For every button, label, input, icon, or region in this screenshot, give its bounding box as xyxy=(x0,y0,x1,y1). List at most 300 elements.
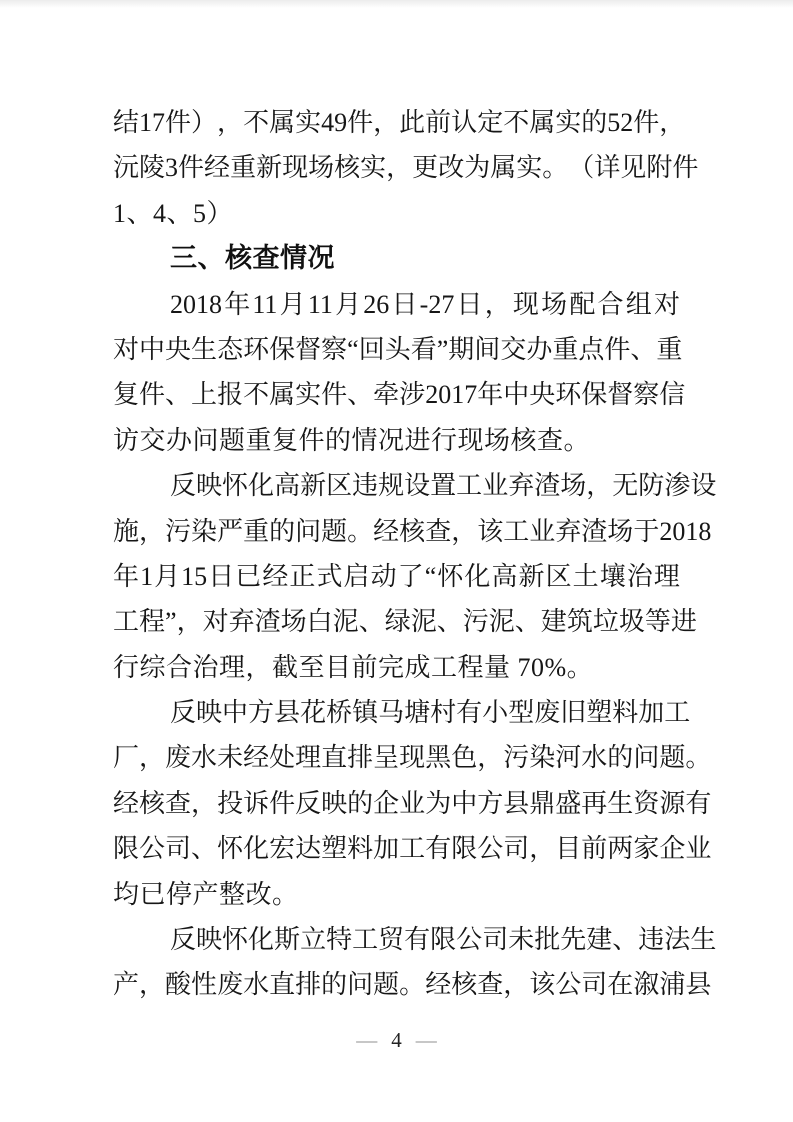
text-token: 察 xyxy=(633,380,660,410)
text-token: 工 xyxy=(352,925,379,955)
text-line xyxy=(113,599,697,644)
text-token: 立 xyxy=(300,925,327,955)
text-token: 26 xyxy=(363,289,390,319)
text-token: 对 xyxy=(113,334,140,364)
text-token: 该 xyxy=(529,970,556,1000)
text-token: 年 xyxy=(113,561,140,591)
text-token: 映 xyxy=(196,471,223,501)
text-token: 件 xyxy=(604,334,631,364)
text-token: 水 xyxy=(191,743,218,773)
text-token: 实 xyxy=(555,108,582,137)
text-token: 限 xyxy=(451,834,478,864)
text-token: 中 xyxy=(451,788,478,818)
text-token: 业 xyxy=(685,834,712,864)
text-token: 问 xyxy=(633,743,660,773)
text-token: 经 xyxy=(113,788,140,818)
text-token: 县 xyxy=(685,970,712,1000)
text-token: 泥 xyxy=(332,607,359,637)
text-token: 贸 xyxy=(378,925,405,955)
text-token: 宏 xyxy=(269,834,296,864)
text-token: 司 xyxy=(503,834,530,864)
text-token: 塑 xyxy=(586,698,613,728)
text-token: 经 xyxy=(425,970,452,1000)
text-line xyxy=(113,372,686,417)
text-line xyxy=(113,463,717,508)
text-token: 回 xyxy=(358,334,385,364)
text-token: 反 xyxy=(295,788,322,818)
text-token: （ xyxy=(568,153,595,183)
text-token: 件 xyxy=(347,108,374,137)
text-token: 问 xyxy=(347,970,374,1000)
text-token: 司 xyxy=(581,970,608,1000)
text-line: 1、4、5） xyxy=(113,198,234,228)
text-token: 经 xyxy=(204,153,231,183)
text-token: 属 xyxy=(529,108,556,137)
text-token: 的 xyxy=(321,970,348,1000)
text-token: 49 xyxy=(321,108,348,137)
text-token: 的 xyxy=(607,743,634,773)
text-token: 料 xyxy=(612,698,639,728)
text-token: 年 xyxy=(224,289,251,319)
text-token: 件 xyxy=(269,788,296,818)
document-body xyxy=(113,100,717,1008)
text-token: 置 xyxy=(430,471,457,501)
text-token: 工 xyxy=(113,607,140,637)
text-line xyxy=(113,554,680,599)
text-token: 方 xyxy=(477,788,504,818)
text-token: 反 xyxy=(170,698,197,728)
text-token: 现 xyxy=(399,743,426,773)
text-token: 附 xyxy=(646,153,673,183)
scan-edge-shading xyxy=(0,0,793,8)
text-token: 、 xyxy=(165,380,192,410)
text-token: 水 xyxy=(581,743,608,773)
text-token: 中 xyxy=(222,698,249,728)
text-token: 严 xyxy=(217,516,244,546)
text-token: 先 xyxy=(560,925,587,955)
text-token: 11 xyxy=(252,289,278,319)
text-token: 土 xyxy=(572,561,599,591)
text-token: 、 xyxy=(191,834,218,864)
text-token: 性 xyxy=(191,970,218,1000)
text-token: 企 xyxy=(373,788,400,818)
text-line: 行综合治理，截至目前完成工程量 70%。 xyxy=(113,652,594,682)
text-token: 日 xyxy=(208,561,235,591)
text-token: ， xyxy=(451,516,478,546)
text-token: 小 xyxy=(482,698,509,728)
text-token: 源 xyxy=(659,788,686,818)
text-token: 染 xyxy=(529,743,556,773)
text-token: 垃 xyxy=(592,607,619,637)
text-token: 厂 xyxy=(113,743,140,773)
text-token: 建 xyxy=(540,607,567,637)
text-token: 、 xyxy=(630,334,657,364)
text-token: 有 xyxy=(685,788,712,818)
text-token: ” xyxy=(165,607,177,637)
text-token: 色 xyxy=(451,743,478,773)
text-token: 废 xyxy=(534,698,561,728)
text-token: 牵 xyxy=(373,380,400,410)
text-token: 渣 xyxy=(534,471,561,501)
text-token: 生 xyxy=(607,788,634,818)
text-token: 式 xyxy=(316,561,343,591)
text-token: 督 xyxy=(607,380,634,410)
text-token: 镇 xyxy=(352,698,379,728)
footer-dash-left: — xyxy=(356,1028,378,1052)
text-token: 核 xyxy=(334,153,361,183)
text-token: 央 xyxy=(165,334,192,364)
text-token: 旧 xyxy=(560,698,587,728)
text-line: 均已停产整改。 xyxy=(113,879,299,909)
text-token: 此 xyxy=(399,108,426,137)
text-token: 场 xyxy=(280,607,307,637)
text-token: 实 xyxy=(295,380,322,410)
text-line xyxy=(113,145,699,190)
text-token: 理 xyxy=(653,561,680,591)
text-token: 头 xyxy=(384,334,411,364)
text-token: 件 xyxy=(165,108,192,137)
text-token: 月 xyxy=(154,561,181,591)
text-token: 重 xyxy=(552,334,579,364)
text-token: 报 xyxy=(217,380,244,410)
text-token: 问 xyxy=(295,516,322,546)
text-token: 组 xyxy=(625,289,652,319)
text-token: 泥 xyxy=(488,607,515,637)
text-token: 区 xyxy=(326,471,353,501)
text-token: 详 xyxy=(594,153,621,183)
text-token: 浦 xyxy=(659,970,686,1000)
text-token: ， xyxy=(477,743,504,773)
text-token: 前 xyxy=(581,834,608,864)
text-token: 处 xyxy=(269,743,296,773)
text-token: 督 xyxy=(295,334,322,364)
text-token: 经 xyxy=(243,743,270,773)
text-token: 点 xyxy=(578,334,605,364)
text-token: 、 xyxy=(358,607,385,637)
text-token: 为 xyxy=(425,788,452,818)
text-token: 筑 xyxy=(566,607,593,637)
text-token: ， xyxy=(659,108,686,137)
text-token: 排 xyxy=(295,970,322,1000)
text-token: 的 xyxy=(581,108,608,137)
text-token: 工 xyxy=(503,516,530,546)
text-token: 诉 xyxy=(243,788,270,818)
text-token: 污 xyxy=(503,743,530,773)
text-token: ， xyxy=(503,970,530,1000)
text-token: 新 xyxy=(518,561,545,591)
text-token: 结 xyxy=(113,108,140,137)
text-token: 无 xyxy=(612,471,639,501)
text-token: 达 xyxy=(295,834,322,864)
text-token: 怀 xyxy=(217,834,244,864)
text-line: 访交办问题重复件的情况进行现场核查。 xyxy=(113,425,591,455)
text-line xyxy=(113,690,691,735)
text-token: ， xyxy=(373,108,400,137)
text-token: 查 xyxy=(425,516,452,546)
text-token: 实 xyxy=(516,153,543,183)
text-token: 涉 xyxy=(399,380,426,410)
text-token: 马 xyxy=(378,698,405,728)
text-token: 经 xyxy=(373,516,400,546)
text-token: 圾 xyxy=(618,607,645,637)
text-token: 已 xyxy=(235,561,262,591)
text-token: 11 xyxy=(307,289,333,319)
text-token: 未 xyxy=(508,925,535,955)
text-token: 斯 xyxy=(274,925,301,955)
text-token: 陵 xyxy=(139,153,166,183)
text-token: 怀 xyxy=(222,925,249,955)
text-token: “ xyxy=(424,561,437,591)
text-token: 保 xyxy=(581,380,608,410)
text-token: 映 xyxy=(321,788,348,818)
footer-dash-right: — xyxy=(415,1028,437,1052)
text-token: 年 xyxy=(477,380,504,410)
text-token: ） xyxy=(191,108,218,137)
text-token: 塑 xyxy=(321,834,348,864)
text-token: 等 xyxy=(644,607,671,637)
text-token: 对 xyxy=(202,607,229,637)
text-token: 中 xyxy=(139,334,166,364)
text-token: 查 xyxy=(165,788,192,818)
text-token: 公 xyxy=(139,834,166,864)
text-line xyxy=(113,917,717,962)
text-token: ” xyxy=(436,334,449,364)
text-token: 认 xyxy=(451,108,478,137)
text-token: 化 xyxy=(248,925,275,955)
text-token: 期 xyxy=(448,334,475,364)
text-token: 有 xyxy=(456,698,483,728)
text-token: 化 xyxy=(243,834,270,864)
text-token: 现 xyxy=(282,153,309,183)
text-token: 于 xyxy=(633,516,660,546)
text-token: 司 xyxy=(482,925,509,955)
text-token: 施 xyxy=(113,516,140,546)
text-token: 加 xyxy=(373,834,400,864)
text-token: 溆 xyxy=(633,970,660,1000)
text-token: 配 xyxy=(569,289,596,319)
text-token: 投 xyxy=(217,788,244,818)
text-token: 怀 xyxy=(222,471,249,501)
text-token: 场 xyxy=(560,471,587,501)
text-token: 违 xyxy=(352,471,379,501)
text-token: 月 xyxy=(335,289,362,319)
text-token: 排 xyxy=(347,743,374,773)
text-token: 设 xyxy=(404,471,431,501)
text-token: 反 xyxy=(170,925,197,955)
text-token: 进 xyxy=(670,607,697,637)
text-token: 村 xyxy=(430,698,457,728)
text-token: 环 xyxy=(243,334,270,364)
text-token: 批 xyxy=(534,925,561,955)
text-token: ， xyxy=(386,153,413,183)
text-token: 17 xyxy=(139,108,166,137)
text-token: 核 xyxy=(451,970,478,1000)
text-token: 生 xyxy=(191,334,218,364)
text-token: 鼎 xyxy=(529,788,556,818)
text-token: 场 xyxy=(308,153,335,183)
text-token: ， xyxy=(529,834,556,864)
text-token: 。 xyxy=(399,970,426,1000)
text-token: 更 xyxy=(412,153,439,183)
text-token: 改 xyxy=(438,153,465,183)
text-token: 不 xyxy=(243,380,270,410)
text-token: 15 xyxy=(181,561,208,591)
text-token: 件 xyxy=(178,153,205,183)
text-token: 县 xyxy=(503,788,530,818)
text-token: 加 xyxy=(638,698,665,728)
text-token: 违 xyxy=(638,925,665,955)
text-token: 件 xyxy=(139,380,166,410)
text-token: 月 xyxy=(279,289,306,319)
text-token: 程 xyxy=(139,607,166,637)
text-token: 现 xyxy=(512,289,539,319)
text-token: 限 xyxy=(430,925,457,955)
text-token: 家 xyxy=(633,834,660,864)
text-token: 公 xyxy=(555,970,582,1000)
text-token: 方 xyxy=(248,698,275,728)
text-token: 实 xyxy=(360,153,387,183)
text-token: 弃 xyxy=(228,607,255,637)
text-token: 2018 xyxy=(170,289,222,319)
text-token: 规 xyxy=(378,471,405,501)
text-token: 理 xyxy=(295,743,322,773)
text-token: -27 xyxy=(419,289,455,319)
section-heading: 三、核查情况 xyxy=(170,243,335,274)
text-token: 件 xyxy=(321,380,348,410)
text-token: 重 xyxy=(656,334,683,364)
text-token: 中 xyxy=(503,380,530,410)
text-line xyxy=(113,781,712,826)
text-token: 型 xyxy=(508,698,535,728)
text-token: 属 xyxy=(269,380,296,410)
text-token: 、 xyxy=(612,925,639,955)
text-token: 防 xyxy=(638,471,665,501)
text-token: ， xyxy=(176,607,203,637)
text-token: 两 xyxy=(607,834,634,864)
text-token: 新 xyxy=(300,471,327,501)
text-token: 渣 xyxy=(581,516,608,546)
text-line xyxy=(113,826,712,871)
text-token: 司 xyxy=(165,834,192,864)
text-token: 属 xyxy=(269,108,296,137)
text-token: 沅 xyxy=(113,153,140,183)
text-token: 察 xyxy=(321,334,348,364)
text-token: 业 xyxy=(529,516,556,546)
text-token: 治 xyxy=(626,561,653,591)
text-token: “ xyxy=(347,334,359,364)
page-footer xyxy=(0,1026,793,1054)
text-token: 见 xyxy=(620,153,647,183)
text-token: 。 xyxy=(347,516,374,546)
text-token: 花 xyxy=(300,698,327,728)
text-token: 件 xyxy=(633,108,660,137)
text-token: 塘 xyxy=(404,698,431,728)
text-token: 2017 xyxy=(425,380,478,410)
text-token: 怀 xyxy=(437,561,464,591)
text-token: 信 xyxy=(659,380,686,410)
text-token: 场 xyxy=(541,289,568,319)
text-token: 启 xyxy=(343,561,370,591)
text-token: 化 xyxy=(248,471,275,501)
text-token: 场 xyxy=(607,516,634,546)
text-token: 前 xyxy=(425,108,452,137)
text-token: 有 xyxy=(404,925,431,955)
text-token: 公 xyxy=(477,834,504,864)
text-token: ， xyxy=(484,289,511,319)
text-token: 生 xyxy=(690,925,717,955)
text-token: 业 xyxy=(482,471,509,501)
text-line xyxy=(113,100,686,145)
text-token: 。 xyxy=(542,153,569,183)
text-token: ， xyxy=(586,471,613,501)
text-token: 3 xyxy=(165,153,179,183)
text-token: 上 xyxy=(191,380,218,410)
text-token: 高 xyxy=(274,471,301,501)
text-token: 映 xyxy=(196,925,223,955)
text-token: 对 xyxy=(653,289,680,319)
text-token: 工 xyxy=(456,471,483,501)
text-token: 、 xyxy=(436,607,463,637)
text-token: 建 xyxy=(586,925,613,955)
text-token: 废 xyxy=(165,743,192,773)
text-line xyxy=(113,327,683,372)
text-token: 区 xyxy=(545,561,572,591)
text-token: 动 xyxy=(370,561,397,591)
text-token: 料 xyxy=(347,834,374,864)
text-line xyxy=(113,282,680,327)
text-token: 特 xyxy=(326,925,353,955)
text-token: 法 xyxy=(664,925,691,955)
text-token: 日 xyxy=(391,289,418,319)
text-token: 不 xyxy=(243,108,270,137)
text-token: 目 xyxy=(555,834,582,864)
text-token: ， xyxy=(139,743,166,773)
text-token: 核 xyxy=(399,516,426,546)
text-token: 染 xyxy=(191,516,218,546)
text-token: 合 xyxy=(597,289,624,319)
text-token: 限 xyxy=(113,834,140,864)
text-token: 废 xyxy=(217,970,244,1000)
text-token: 化 xyxy=(464,561,491,591)
text-token: 再 xyxy=(581,788,608,818)
text-token: 渗 xyxy=(664,471,691,501)
text-token: 反 xyxy=(170,471,197,501)
text-token: 县 xyxy=(274,698,301,728)
text-token: 日 xyxy=(456,289,483,319)
text-token: 产 xyxy=(113,970,140,1000)
text-token: 有 xyxy=(425,834,452,864)
text-token: 题 xyxy=(373,970,400,1000)
text-token: 1 xyxy=(140,561,154,591)
text-token: 题 xyxy=(321,516,348,546)
text-token: 新 xyxy=(256,153,283,183)
text-token: 重 xyxy=(243,516,270,546)
text-line xyxy=(113,509,712,554)
text-token: 经 xyxy=(262,561,289,591)
text-token: 态 xyxy=(217,334,244,364)
text-token: 、 xyxy=(514,607,541,637)
text-token: 复 xyxy=(113,380,140,410)
text-token: 企 xyxy=(659,834,686,864)
text-token: 的 xyxy=(347,788,374,818)
text-token: 白 xyxy=(306,607,333,637)
text-token: 件 xyxy=(672,153,699,183)
text-token: 了 xyxy=(397,561,424,591)
text-token: 属 xyxy=(490,153,517,183)
text-token: 保 xyxy=(269,334,296,364)
text-token: 渣 xyxy=(254,607,281,637)
text-token: 工 xyxy=(399,834,426,864)
